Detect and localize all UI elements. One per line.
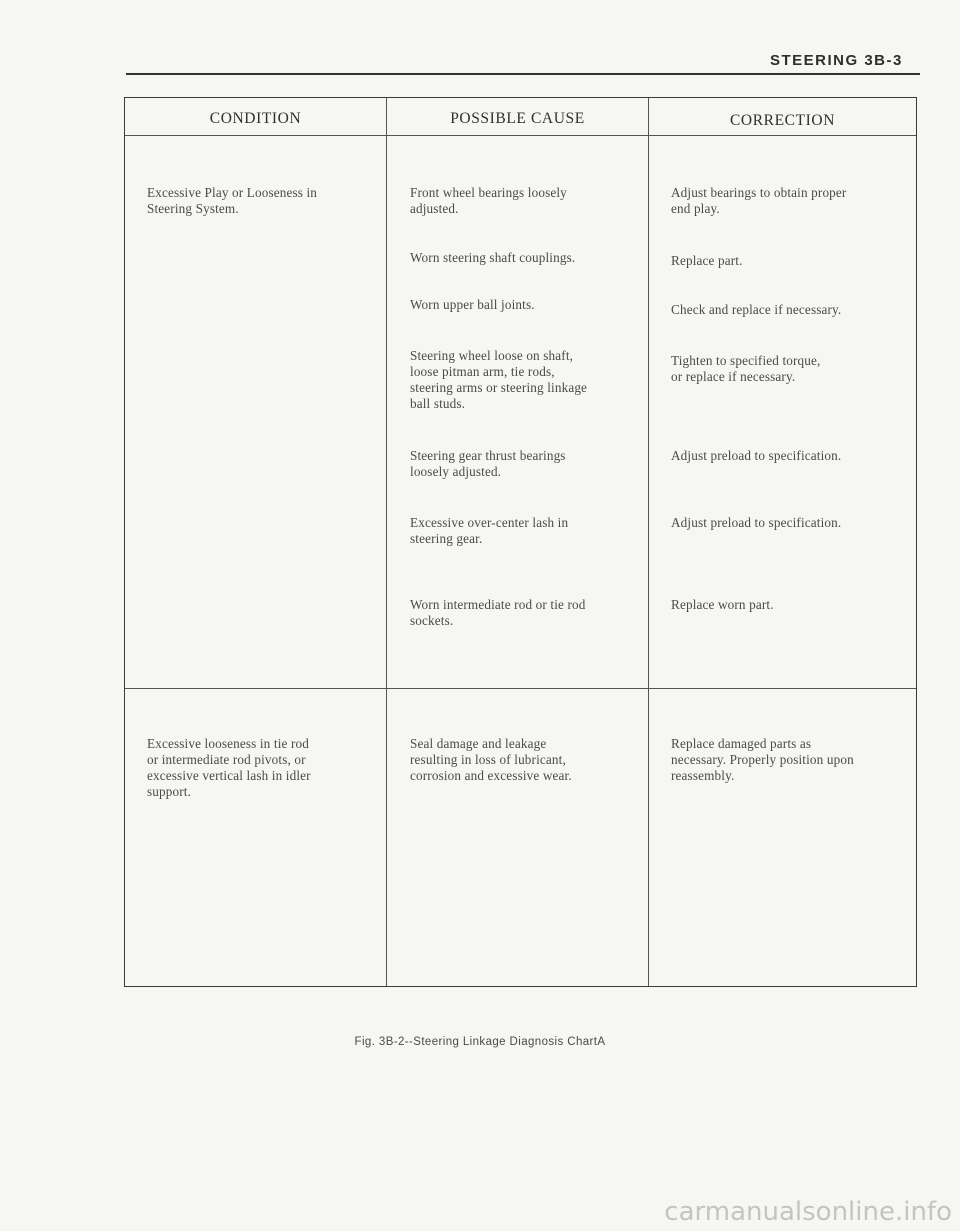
header-divider: [125, 135, 916, 136]
correction-cell: Replace part.: [671, 253, 743, 268]
cause-cell: Worn steering shaft couplings.: [410, 250, 576, 265]
cause-cell: Steering wheel loose on shaft, loose pitman arm, tie rods, steering arms or steering linkage ball studs.: [410, 348, 588, 411]
condition-cell: Excessive Play or Looseness in Steering System.: [147, 185, 318, 216]
column-divider: [648, 98, 649, 986]
correction-cell: Replace damaged parts as necessary. Properly position upon reassembly.: [671, 736, 854, 783]
header-condition: CONDITION: [209, 110, 302, 127]
cause-cell: Excessive over-center lash in steering gear.: [410, 515, 569, 546]
header-possible-cause: POSSIBLE CAUSE: [450, 110, 585, 127]
cause-cell: Steering gear thrust bearings loosely adjusted.: [410, 448, 566, 479]
column-divider: [386, 98, 387, 986]
correction-cell: Tighten to specified torque, or replace if necessary.: [671, 353, 821, 384]
cause-cell: Front wheel bearings loosely adjusted.: [410, 185, 567, 216]
cause-cell: Worn upper ball joints.: [410, 297, 535, 312]
condition-cell: Excessive looseness in tie rod or intermediate rod pivots, or excessive vertical lash in idler support.: [147, 736, 311, 799]
correction-cell: Adjust preload to specification.: [671, 448, 842, 463]
correction-cell: Check and replace if necessary.: [671, 302, 842, 317]
correction-cell: Replace worn part.: [671, 597, 774, 612]
running-head: STEERING 3B-3: [770, 52, 903, 69]
cause-cell: Seal damage and leakage resulting in loss of lubricant, corrosion and excessive wear.: [410, 736, 572, 783]
correction-cell: Adjust preload to specification.: [671, 515, 842, 530]
watermark-text: carmanualsonline.info: [664, 1197, 952, 1227]
diagnosis-chart: [124, 97, 917, 987]
header-correction: CORRECTION: [729, 112, 836, 129]
figure-caption: Fig. 3B-2--Steering Linkage Diagnosis ChartA: [354, 1036, 606, 1048]
cause-cell: Worn intermediate rod or tie rod sockets.: [410, 597, 586, 628]
correction-cell: Adjust bearings to obtain proper end play.: [671, 185, 847, 216]
section-divider: [125, 688, 916, 689]
header-rule: [126, 73, 920, 75]
